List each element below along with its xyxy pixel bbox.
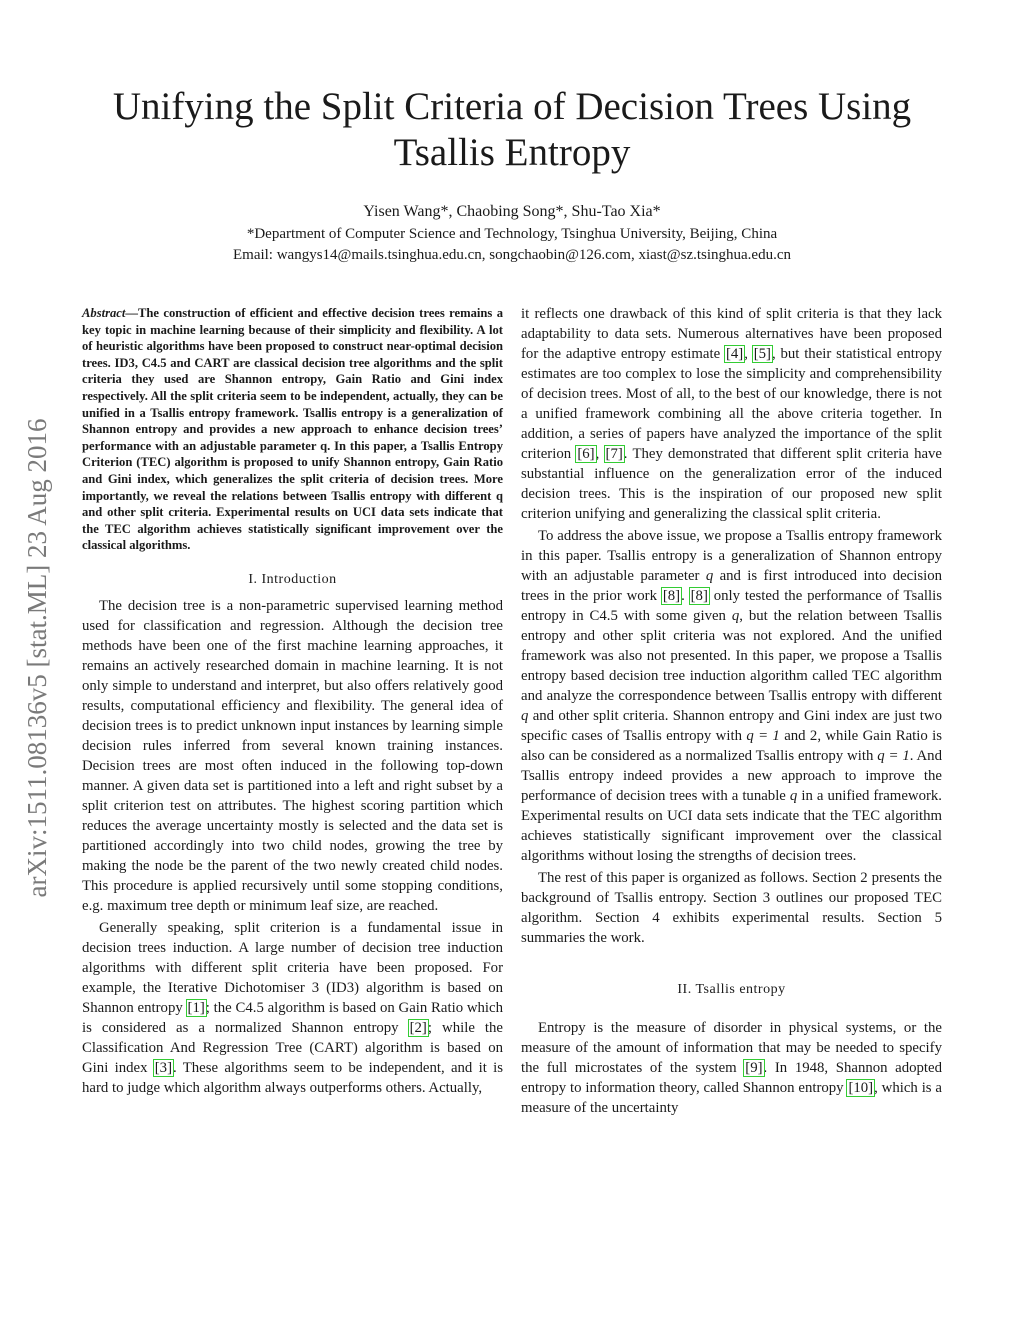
text-run: and 2, while Gain Ratio is also can be considered as a normalized Tsallis entropy with — [521, 728, 942, 764]
text-run: Entropy is the measure of disorder in physical systems, or the measure of the amount of information that may be needed to specify the full microstates of the system — [521, 1020, 942, 1076]
math-equation: q = 1 — [746, 728, 780, 744]
math-variable: q — [705, 568, 714, 584]
text-run: . These algorithms seem to be independent, and it is hard to judge which algorithm always outperforms others. Actually, — [82, 1059, 503, 1096]
citation-link[interactable]: [1] — [187, 999, 205, 1016]
author-list: Yisen Wang*, Chaobing Song*, Shu-Tao Xia* — [363, 203, 661, 220]
text-run: . They demonstrated that different split criteria have substantial influence on the generalization error of the induced decision trees. This is the inspiration of our proposed new split criterion unifying and generalizing the classical split criteria. — [521, 446, 942, 522]
citation-link[interactable]: [9] — [745, 1060, 763, 1076]
intro-paragraph-4 — [521, 526, 942, 866]
citation-link[interactable]: [6] — [577, 446, 595, 462]
intro-paragraph-3 — [521, 304, 942, 524]
math-variable: q — [789, 788, 798, 804]
arxiv-identifier: arXiv:1511.08136v5 [stat.ML] 23 Aug 2016 — [22, 418, 52, 898]
text-run: and other split criteria. Shannon entropy and Gini index are just two specific cases of Tsallis entropy with — [521, 708, 942, 744]
math-variable: q — [521, 708, 529, 724]
text-run: only tested the performance of Tsallis entropy in C4.5 with some given — [521, 588, 942, 624]
right-column — [521, 304, 942, 1118]
text-run: it reflects one drawback of this kind of split criteria is that they lack adaptability to data sets. Numerous alternatives have been proposed for the adaptive entropy estimate — [521, 306, 942, 362]
intro-paragraph-5: The rest of this paper is organized as follows. Section 2 presents the background of Tsallis entropy. Section 3 outlines our proposed TEC algorithm. Section 4 exhibits experimental results. Section 5 summaries the work. — [521, 870, 942, 946]
citation-link[interactable]: [2] — [409, 1019, 427, 1036]
citation-link[interactable]: [7] — [605, 446, 623, 462]
citation-link[interactable]: [4] — [725, 346, 744, 362]
citation-link[interactable]: [8] — [690, 588, 708, 604]
text-run: . In 1948, Shannon adopted entropy to information theory, called Shannon entropy — [521, 1060, 942, 1096]
text-run: ; while the Classification And Regression Tree (CART) algorithm is based on Gini index — [82, 1019, 503, 1076]
paper-title: Unifying the Split Criteria of Decision Trees Using Tsallis Entropy — [112, 85, 912, 174]
text-run: Generally speaking, split criterion is a fundamental issue in decision trees induction. A large number of decision tree induction algorithms with different split criteria have been proposed. For example, the Iterative Dichotomiser 3 (ID3) algorithm is based on Shannon entropy — [82, 919, 503, 1016]
citation-link[interactable]: [5] — [753, 346, 771, 362]
text-run: . And Tsallis entropy indeed provides a new approach to improve the performance of decision trees with a tunable — [521, 748, 942, 804]
intro-paragraph-2 — [82, 918, 503, 1098]
abstract-text: —The construction of efficient and effective decision trees remains a key topic in machine learning because of their simplicity and flexibility. A lot of heuristic algorithms have been proposed to construct near-optimal decision trees. ID3, C4.5 and CART are classical decision tree algorithms and the split criteria they used are Shannon entropy, Gain Ratio and Gini index respectively. All the split criteria seem to be independent, actually, they can be unified in a Tsallis entropy framework. Tsallis entropy is a generalization of Shannon entropy and provides a new approach to enhance decision trees’ performance with an adjustable parameter q. In this paper, a Tsallis Entropy Criterion (TEC) algorithm is proposed to unify Shannon entropy, Gain Ratio and Gini index, which generalizes the split criteria of decision trees. More importantly, we reveal the relations between Tsallis entropy with different q and other split criteria. Experimental results on UCI data sets indicate that the TEC algorithm achieves statistically significant improvement over the classical algorithms. — [82, 306, 503, 553]
affiliation: *Department of Computer Science and Technology, Tsinghua University, Beijing, China — [246, 226, 778, 242]
intro-paragraph-1: The decision tree is a non-parametric supervised learning method used for classification and regression. Although the decision tree methods have been one of the first machine learning approaches, it remains an actively researched domain in machine learning. It is not only simple to understand and interpret, but also offers relatively good results, computational efficiency and flexibility. The general idea of decision trees is to predict unknown input instances by learning simple decision rules inferred from several known training instances. Decision trees are most often induced in the following top-down manner. A given data set is partitioned into a left and right subset by a split criterion test on attributes. The highest scoring partition which reduces the average uncertainty mostly is selected and the data set is partitioned accordingly into two child nodes, growing the tree by making the node be the parent of the two newly created child nodes. This procedure is applied recursively until some stopping conditions, e.g. maximum tree depth or minimum leaf size, are reached. — [82, 597, 503, 914]
citation-link[interactable]: [10] — [848, 1080, 874, 1096]
abstract-label: Abstract — [82, 306, 126, 320]
email-line: Email: wangys14@mails.tsinghua.edu.cn, songchaobin@126.com, xiast@sz.tsinghua.edu.cn — [232, 247, 792, 263]
citation-link[interactable]: [8] — [662, 588, 681, 604]
tsallis-paragraph-1 — [521, 1018, 942, 1118]
section-heading-introduction: I. Introduction — [248, 571, 337, 587]
text-run: and is first introduced into decision trees in the prior work — [521, 568, 942, 604]
text-run: , but the relation between Tsallis entropy and other split criteria was not explored. And the unified framework was also not presented. In this paper, we propose a Tsallis entropy based decision tree induction algorithm called TEC algorithm and analyze the correspondence between Tsallis entropy with different — [521, 608, 943, 704]
citation-link[interactable]: [3] — [154, 1059, 173, 1076]
text-run: in a unified framework. Experimental results on UCI data sets indicate that the TEC algorithm achieves statistically significant improvement over the classical algorithms without losing the strengths of decision trees. — [521, 788, 942, 864]
text-run: To address the above issue, we propose a Tsallis entropy framework in this paper. Tsallis entropy is a generalization of Shannon entropy with an adjustable parameter — [521, 528, 942, 584]
text-run: , which is a measure of the uncertainty — [521, 1080, 942, 1116]
text-run: , — [595, 446, 605, 462]
text-run: , — [744, 346, 753, 362]
text-run: , but their statistical entropy estimates are too complex to lose the simplicity and comprehensibility of decision trees. Most of all, to the best of our knowledge, there is not a unified framework combining all the above criteria together. In addition, a series of papers have analyzed the importance of the split criterion — [521, 346, 942, 462]
text-run: . — [681, 588, 690, 604]
math-equation: q = 1 — [877, 748, 910, 764]
section-heading-tsallis-entropy: II. Tsallis entropy — [677, 982, 786, 997]
abstract — [82, 305, 503, 554]
left-column — [82, 305, 503, 1098]
math-variable: q — [731, 608, 740, 624]
text-run: ; the C4.5 algorithm is based on Gain Ratio which is considered as a normalized Shannon entropy — [82, 999, 504, 1036]
